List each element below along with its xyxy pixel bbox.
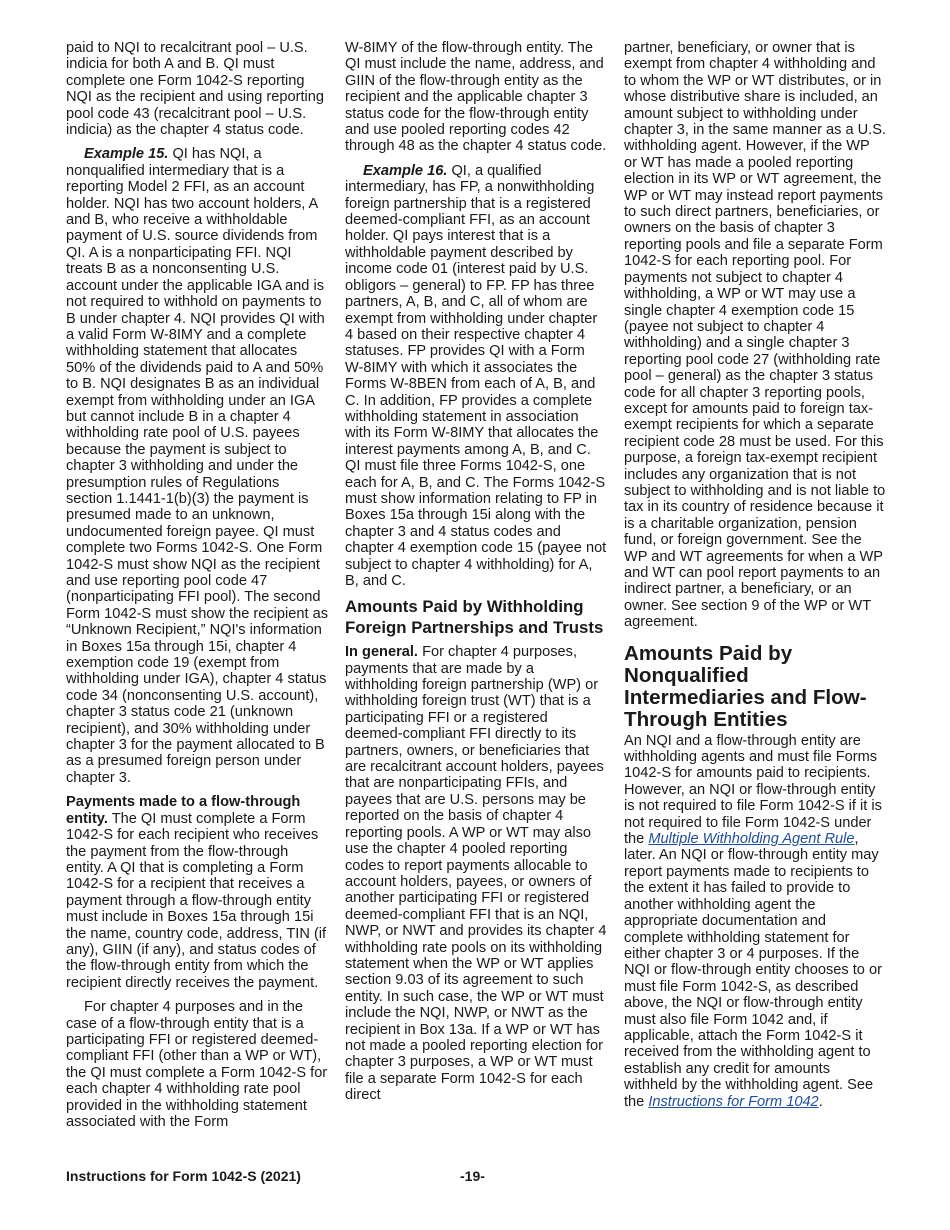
instructions-form-1042-link[interactable]: Instructions for Form 1042: [648, 1093, 819, 1110]
paragraph: partner, beneficiary, or owner that is exempt from chapter 4 withholding and to whom the WP or WT distributes, or in whose distributive share is included, an amount subject to withholding under chapter 3, in the same manner as a U.S. withholding agent. However, if the WP or WT has made a pooled reporting election in its WP or WT agreement, the WP or WT may instead report payments to such direct partners, beneficiaries, or owners on the basis of chapter 3 reporting pools and file a separate Form 1042-S for each reporting pool. For payments not subject to chapter 4 withholding, a WP or WT may use a single chapter 4 exemption code 15 (payee not subject to chapter 4 withholding) and a single chapter 3 reporting pool code 27 (withholding rate pool – general) as the chapter 3 status code for all chapter 3 reporting pools, except for amounts paid to foreign tax-exempt recipients for which a separate recipient code 28 must be used. For this purpose, a foreign tax-exempt recipient includes any organization that is not subject to withholding and is not liable to tax in its country of residence because it is a charitable organization, pension fund, or foreign government. See the WP and WT agreements for when a WP and WT can pool report payments to an indirect partner, a beneficiary, or an owner. See section 9 of the WP or WT agreement.: [624, 40, 887, 631]
multiple-withholding-agent-rule-link[interactable]: Multiple Withholding Agent Rule: [648, 831, 855, 848]
example-16-lead: Example 16.: [363, 162, 448, 179]
paragraph: W-8IMY of the flow-through entity. The QI must include the name, address, and GIIN of the flow-through entity as the recipient and the applicable chapter 3 status code for the flow-through entity and use pooled reporting codes 42 through 48 as the chapter 4 status code.: [345, 40, 607, 155]
in-general-text: For chapter 4 purposes, payments that are made by a withholding foreign partnership (WP) or withholding foreign trust (WT) that is a participating FFI or a registered deemed-compliant FFI directly to its partners, owners, or beneficiaries that are recalcitrant account holders, payees that are nonparticipating FFIs, and payees that are U.S. persons may be reported on the basis of chapter 4 reporting pools. A WP or WT may also use the chapter 4 pooled reporting codes to report payments allocable to account holders, payees, or owners of another participating FFI or registered deemed-compliant FFI that is an NQI, NWP, or NWT and provides its chapter 4 withholding rate pools on its withholding statement when the WP or WT applies section 9.03 of its agreement to such entity. In such case, the WP or WT must include the NQI, NWP, or NWT as the recipient in Box 13a. If a WP or WT has not made a pooled reporting election for chapter 3 purposes, a WP or WT must file a separate Form 1042-S for each direct: [345, 644, 607, 1104]
column-right: [624, 40, 886, 1118]
in-general-lead: In general.: [345, 644, 418, 661]
paragraph: paid to NQI to recalcitrant pool – U.S. indicia for both A and B. QI must complete one Form 1042-S reporting NQI as the recipient and using reporting pool code 43 (recalcitrant pool – U.S. indicia) as the chapter 4 status code.: [66, 40, 324, 139]
example-16-paragraph: [345, 163, 607, 590]
section-heading: Amounts Paid by Nonqualified Intermediaries and Flow-Through Entities: [624, 641, 867, 731]
example-15-text: QI has NQI, a nonqualified intermediary that is a reporting Model 2 FFI, as an account holder. NQI has two account holders, A and B, who receive a withholdable payment of U.S. source dividends from QI. A is a nonparticipating FFI. NQI treats B as a nonconsenting U.S. account under the applicable IGA and is not required to withhold on payments to B under chapter 4. NQI provides QI with a valid Form W-8IMY and a complete withholding statement that allocates 50% of the dividends paid to A and 50% to B. NQI designates B as an individual exempt from withholding under an IGA but cannot include B in a chapter 4 withholding rate pool of U.S. payees because the payment is subject to chapter 3 withholding and under the presumption rules of Regulations section 1.1441-1(b)(3) the payment is presumed made to an unknown, undocumented foreign payee. QI must complete two Forms 1042-S. One Form 1042-S must show NQI as the recipient and use reporting pool code 47 (nonparticipating FFI pool). The second Form 1042-S must show the recipient as “Unknown Recipient,” NQI's information in Boxes 15a through 15i, chapter 4 exemption code 19 (exempt from withholding under IGA), chapter 4 status code 34 (nonconsenting U.S. account), chapter 3 status code 21 (unknown recipient), and 30% withholding under chapter 3 for the payment allocated to B as a presumed foreign person under chapter 3.: [66, 146, 328, 786]
paragraph-text: , later. An NQI or flow-through entity may report payments made to recipients to the extent it has failed to provide to another withholding agent the appropriate documentation and complete withholding statement for either chapter 3 or 4 purposes. If the NQI or flow-through entity chooses to or must file Form 1042-S, as described above, the NQI or flow-through entity must also file Form 1042 and, if applicable, attach the Form 1042-S it received from the withholding agent to establish any credit for amounts withheld by the withholding agent. See the: [624, 831, 882, 1110]
paragraph-text: An NQI and a flow-through entity are withholding agents and must file Forms 1042-S for amounts paid to recipients. However, an NQI or flow-through entity is not required to file Form 1042-S if it is not required to file Form 1042-S under the: [624, 732, 882, 848]
example-16-text: QI, a qualified intermediary, has FP, a nonwithholding foreign partnership that is a registered deemed-compliant FFI, as an account holder. QI pays interest that is a withholdable payment described by income code 01 (interest paid by U.S. obligors – general) to FP. FP has three partners, A, B, and C, all of whom are exempt from withholding under chapter 4 based on their respective chapter 4 statuses. FP provides QI with a Form W-8IMY with which it associates the Forms W-8BEN from each of A, B, and C. In addition, FP provides a complete withholding statement in association with its Form W-8IMY that allocates the interest payments among A, B, and C. QI must file three Forms 1042-S, one each for A, B, and C. The Forms 1042-S must show information relating to FP in Boxes 15a through 15i along with the chapter 3 and 4 status codes and chapter 4 exemption code 15 (payee not subject to chapter 4 withholding) for A, B, and C.: [345, 162, 607, 589]
flow-through-lead: Payments made to a flow-through entity.: [66, 794, 301, 827]
paragraph-text: .: [818, 1093, 823, 1110]
example-15-lead: Example 15.: [84, 146, 169, 163]
section-heading: Amounts Paid by Withholding Foreign Partnerships and Trusts: [345, 597, 604, 637]
paragraph: For chapter 4 purposes and in the case of a flow-through entity that is a participating FFI or registered deemed-compliant FFI (other than a WP or WT), the QI must complete a Form 1042-S for each chapter 4 withholding rate pool provided in the withholding statement associated with the Form: [66, 999, 328, 1130]
page-number: -19-: [460, 1168, 485, 1184]
footer-title: Instructions for Form 1042-S (2021): [66, 1168, 301, 1184]
paragraph: [624, 733, 886, 1110]
example-15-paragraph: [66, 146, 329, 786]
in-general-paragraph: [345, 644, 607, 1103]
column-left: [66, 40, 329, 1138]
flow-through-text: The QI must complete a Form 1042-S for each recipient who receives the payment from the flow-through entity. A QI that is completing a Form 1042-S for a recipient that receives a payment through a flow-through entity must include in Boxes 15a through 15i the name, country code, address, TIN (if any), GIIN (if any), and status codes of the flow-through entity from which the recipient directly receives the payment.: [66, 810, 327, 991]
column-middle: [345, 40, 607, 1112]
flow-through-paragraph: [66, 794, 329, 991]
